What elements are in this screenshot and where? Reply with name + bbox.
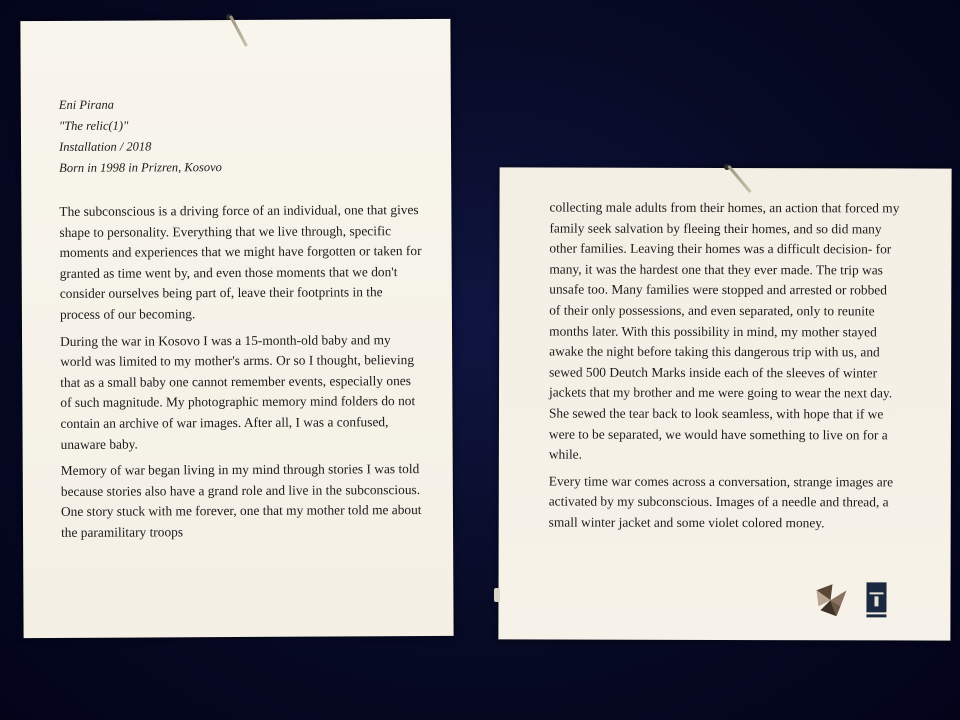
paragraph: During the war in Kosovo I was a 15-month-old baby and my world was limited to my mother's arms. Or so I thought, believing that as a small baby one cannot remember events, especially ones of such magnitude. My photographic memory mind folders do not contain an archive of war images. After all, I was a confused, unaware baby. — [60, 331, 416, 452]
paragraph: Memory of war began living in my mind through stories I was told because stories also have a grand role and live in the subconscious. One story stuck with me forever, one that my mother told me about the paramilitary troops — [60, 461, 422, 540]
artwork-title: "The relic(1)" — [58, 118, 129, 133]
side-clip — [494, 588, 500, 602]
paragraph: The subconscious is a driving force of an individual, one that gives shape to personality. Everything that we live through, specific moments and experiences that we might have forgotten or taken for granted as time went by, and even those moments that we don't consider ourselves being part of, leave their footprints in the process of our becoming. — [59, 202, 422, 322]
logos-svg — [814, 580, 894, 620]
paragraph: Every time war comes across a conversation, strange images are activated by my subconscious. Images of a needle and thread, a small winter jacket and some violet colored money. — [548, 473, 894, 531]
right-body-text — [549, 198, 900, 540]
artwork-medium-year: Installation / 2018 — [59, 139, 152, 154]
logo-group — [814, 580, 894, 620]
left-body-text — [59, 200, 423, 549]
pinwheel-logo — [816, 584, 846, 616]
artist-name: Eni Pirana — [58, 97, 115, 112]
artwork-label — [59, 93, 419, 179]
left-text-panel — [20, 19, 453, 638]
paragraph: collecting male adults from their homes, an action that forced my family seek salvation by fleeing their homes, and so did many other families. Leaving their homes was a difficult decision- for many, it was the hardest one that they ever made. The trip was unsafe too. Many families were stopped and arrested or robbed of their only possessions, and even separated, only to reunite months later. With this possibility in mind, my mother stayed awake the night before taking this dangerous trip with us, and sewed 500 Deutch Marks inside each of the sleeves of winter jackets that my brother and me were going to wear the next day. She sewed the tear back to look seamless, with hope that if we were to be separated, we would have something to live on for a while. — [548, 199, 900, 462]
square-emblem-logo — [866, 582, 886, 617]
right-text-panel — [498, 167, 951, 640]
artist-birth: Born in 1998 in Prizren, Kosovo — [59, 160, 222, 175]
